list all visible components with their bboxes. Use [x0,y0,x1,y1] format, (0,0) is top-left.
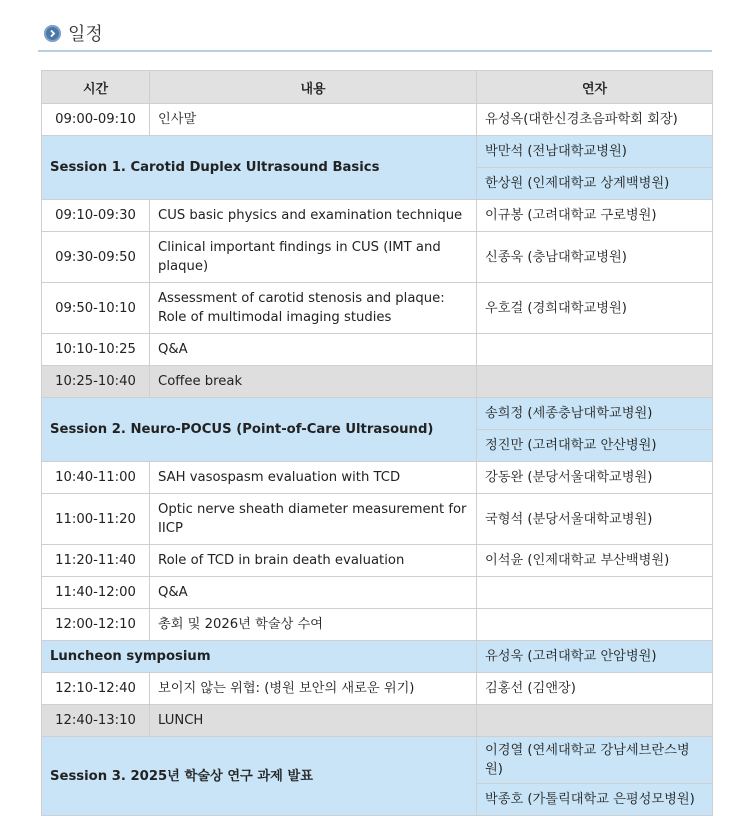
table-row [42,673,713,705]
content-cell: 인사말 [150,104,477,136]
content-cell: 보이지 않는 위협: (병원 보안의 새로운 위기) [150,673,477,705]
chevron-right-icon [44,25,61,42]
session-row [42,398,713,430]
content-cell: SAH vasospasm evaluation with TCD [150,462,477,494]
content-cell: Q&A [150,577,477,609]
content-cell: LUNCH [150,705,477,737]
speaker-cell [477,366,713,398]
chair-cell: 한상원 (인제대학교 상계백병원) [477,168,713,200]
content-cell: 총회 및 2026년 학술상 수여 [150,609,477,641]
speaker-cell [477,609,713,641]
chair-cell: 유성욱 (고려대학교 안암병원) [477,641,713,673]
table-row [42,104,713,136]
chair-cell: 이경열 (연세대학교 강남세브란스병원) [477,737,713,784]
session-title: Session 3. 2025년 학술상 연구 과제 발표 [42,737,477,816]
session-row [42,737,713,784]
table-row [42,200,713,232]
content-cell: CUS basic physics and examination technique [150,200,477,232]
header-content: 내용 [150,71,477,104]
speaker-cell [477,577,713,609]
chair-cell: 송희정 (세종충남대학교병원) [477,398,713,430]
time-cell: 11:20-11:40 [42,545,150,577]
session-row [42,641,713,673]
break-row [42,366,713,398]
table-header-row [42,71,713,104]
speaker-cell: 이규봉 (고려대학교 구로병원) [477,200,713,232]
time-cell: 12:10-12:40 [42,673,150,705]
break-row [42,705,713,737]
speaker-cell: 국형석 (분당서울대학교병원) [477,494,713,545]
time-cell: 10:10-10:25 [42,334,150,366]
schedule-table [41,70,713,816]
chair-cell: 정진만 (고려대학교 안산병원) [477,430,713,462]
table-row [42,577,713,609]
time-cell: 09:50-10:10 [42,283,150,334]
session-row [42,136,713,168]
content-cell: Assessment of carotid stenosis and plaque: Role of multimodal imaging studies [150,283,477,334]
time-cell: 11:40-12:00 [42,577,150,609]
time-cell: 12:40-13:10 [42,705,150,737]
time-cell: 10:40-11:00 [42,462,150,494]
content-cell: Role of TCD in brain death evaluation [150,545,477,577]
header-time: 시간 [42,71,150,104]
session-title: Session 1. Carotid Duplex Ultrasound Basics [42,136,477,200]
header-speaker: 연자 [477,71,713,104]
speaker-cell [477,334,713,366]
speaker-cell: 신종욱 (충남대학교병원) [477,232,713,283]
table-row [42,232,713,283]
speaker-cell: 이석윤 (인제대학교 부산백병원) [477,545,713,577]
time-cell: 11:00-11:20 [42,494,150,545]
content-cell: Clinical important findings in CUS (IMT and plaque) [150,232,477,283]
speaker-cell [477,705,713,737]
session-title: Luncheon symposium [42,641,477,673]
time-cell: 10:25-10:40 [42,366,150,398]
chair-cell: 박만석 (전남대학교병원) [477,136,713,168]
table-row [42,609,713,641]
time-cell: 09:30-09:50 [42,232,150,283]
title-divider [38,50,712,52]
table-row [42,462,713,494]
speaker-cell: 강동완 (분당서울대학교병원) [477,462,713,494]
content-cell: Optic nerve sheath diameter measurement for IICP [150,494,477,545]
session-title: Session 2. Neuro-POCUS (Point-of-Care Ultrasound) [42,398,477,462]
content-cell: Coffee break [150,366,477,398]
section-title: 일정 [68,24,103,45]
speaker-cell: 우호걸 (경희대학교병원) [477,283,713,334]
table-row [42,283,713,334]
content-cell: Q&A [150,334,477,366]
table-row [42,334,713,366]
speaker-cell: 김홍선 (김앤장) [477,673,713,705]
chair-cell: 박종호 (가톨릭대학교 은평성모병원) [477,784,713,816]
table-row [42,494,713,545]
table-row [42,545,713,577]
time-cell: 09:10-09:30 [42,200,150,232]
time-cell: 09:00-09:10 [42,104,150,136]
speaker-cell: 유성옥(대한신경초음파학회 회장) [477,104,713,136]
section-header [44,20,103,46]
time-cell: 12:00-12:10 [42,609,150,641]
